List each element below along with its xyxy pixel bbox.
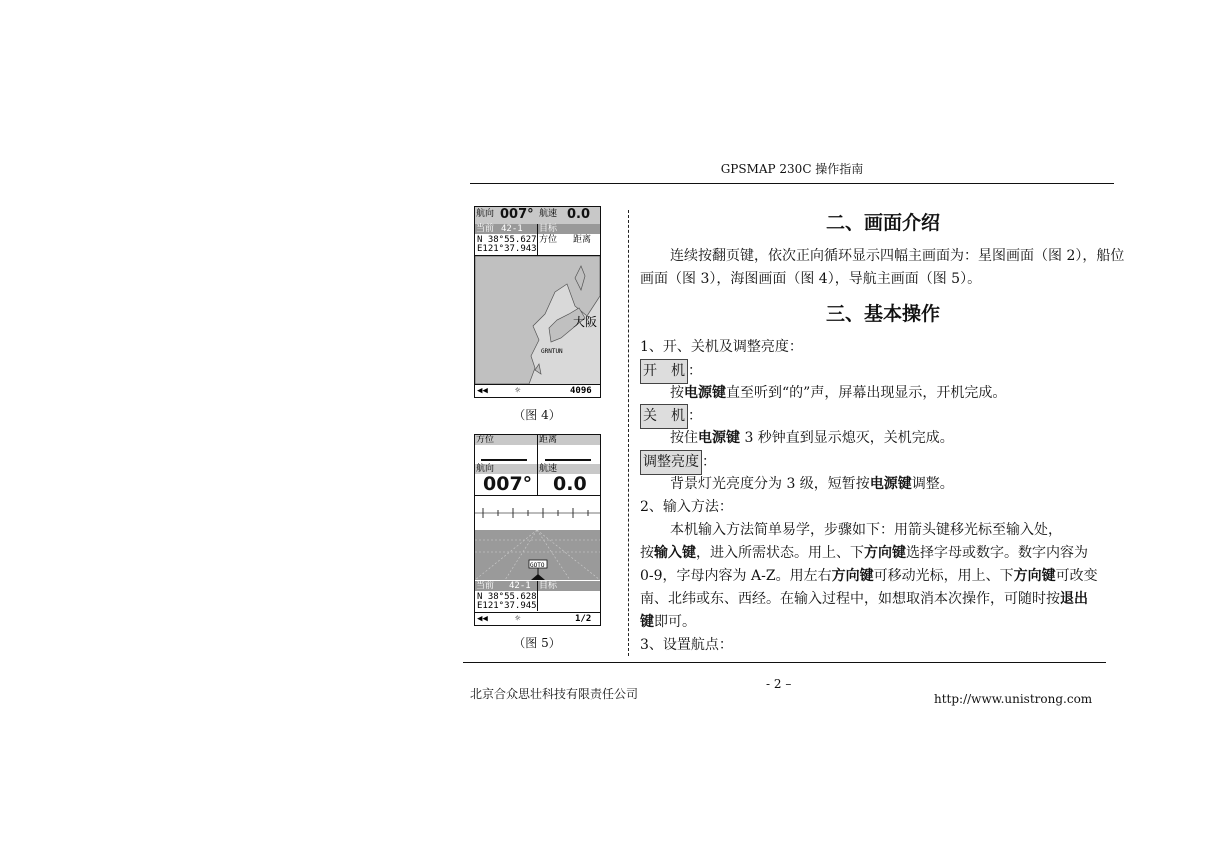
header-rule — [470, 183, 1114, 184]
heading-value: 007° — [483, 473, 533, 495]
input-line-3 — [640, 565, 1128, 588]
distance-label: 距离 — [573, 235, 592, 245]
in4-pre: 南、北纬或东、西经。在输入过程中，如想取消本次操作，可随时按 — [640, 591, 1060, 607]
exit-key-suffix: 键 — [640, 614, 654, 630]
compass-tape — [475, 496, 600, 530]
section-2-paragraph: 连续按翻页键，依次正向循环显示四幅主画面为：星图画面（图 2），船位画面（图 3），海图画面（图 4），导航主画面（图 5）。 — [640, 248, 1125, 287]
power-off-text — [640, 427, 1128, 450]
backlight-icon: ☼ — [515, 614, 521, 624]
in3-pre: 0-9，字母内容为 A-Z。用左右 — [640, 568, 832, 584]
power-key: 电源键 — [698, 430, 740, 446]
map-city-label: 大阪 — [573, 315, 598, 329]
target-label: 目标 — [539, 224, 558, 234]
footer-rule — [463, 662, 1106, 663]
brightness-post: 调整。 — [911, 476, 954, 492]
section-3-title: 三、基本操作 — [825, 303, 940, 325]
page-header-title: GPSMAP 230C 操作指南 — [720, 162, 864, 176]
item-3-heading: 3、设置航点： — [640, 637, 733, 653]
figure-5-screen — [474, 434, 601, 626]
brightness-pre: 背景灯光亮度分为 3 级，短暂按 — [670, 476, 870, 492]
longitude: E121°37.943 — [477, 244, 537, 254]
direction-key: 方向键 — [831, 568, 874, 584]
speed-label: 航速 — [539, 209, 558, 219]
target-label: 目标 — [539, 581, 558, 591]
input-line-4 — [640, 588, 1128, 611]
power-on-label-line: 开 机 ： — [640, 359, 1128, 384]
in3-mid: 可移动光标，用上、下 — [873, 568, 1014, 584]
speed-value: 0.0 — [553, 473, 587, 495]
item-2-heading: 2、输入方法： — [640, 499, 733, 515]
heading-value: 007° — [500, 207, 534, 222]
highway-view — [475, 530, 600, 580]
enter-key: 输入键 — [654, 545, 696, 561]
back-icon: ◀◀ — [477, 386, 488, 396]
direction-key: 方向键 — [864, 545, 906, 561]
input-line-1: 本机输入方法简单易学，步骤如下：用箭头键移光标至输入处， — [670, 522, 1062, 538]
power-off-label: 关 机 — [640, 404, 688, 429]
figure-4-caption: （图 4） — [513, 408, 561, 422]
footer-url[interactable]: http://www.unistrong.com — [934, 692, 1093, 706]
in2-post: 选择字母或数字。数字内容为 — [906, 545, 1088, 561]
power-on-pre: 按 — [670, 385, 684, 401]
figure-5-caption: （图 5） — [513, 636, 561, 650]
brightness-label: 调整亮度 — [640, 450, 702, 475]
power-on-label: 开 机 — [640, 359, 688, 384]
distance-label: 距离 — [539, 435, 558, 445]
column-divider — [628, 210, 629, 656]
power-off-post: 3 秒钟直到显示熄灭，关机完成。 — [740, 430, 954, 446]
in2-mid: ，进入所需状态。用上、下 — [696, 545, 864, 561]
exit-key: 退出 — [1060, 591, 1088, 607]
in5-post: 即可。 — [654, 614, 696, 630]
footer-page-number: - 2 – — [766, 677, 792, 691]
item-1-heading: 1、开、关机及调整亮度： — [640, 339, 803, 355]
bearing-label: 方位 — [476, 435, 495, 445]
power-off-label-line: 关 机 ： — [640, 404, 1128, 429]
power-off-pre: 按住 — [670, 430, 698, 446]
power-key: 电源键 — [684, 385, 726, 401]
power-on-text — [640, 382, 1128, 405]
direction-key: 方向键 — [1013, 568, 1056, 584]
current-label: 当前 — [476, 581, 495, 591]
backlight-icon: ☼ — [515, 386, 521, 396]
speed-label: 航速 — [539, 464, 558, 474]
in2-pre: 按 — [640, 545, 654, 561]
figure-4-screen — [474, 206, 601, 398]
current-value: 42-1 — [501, 224, 523, 234]
map-place-label: GRNTUN — [541, 348, 563, 355]
road-waypoint-tag: GOTO — [530, 562, 545, 569]
brightness-label-line: 调整亮度 ： — [640, 450, 1128, 475]
power-on-post: 直至听到“的”声，屏幕出现显示，开机完成。 — [726, 385, 1007, 401]
power-key: 电源键 — [869, 476, 912, 492]
in3-post: 可改变 — [1055, 568, 1098, 584]
zoom-scale: 4096 — [570, 386, 592, 396]
bearing-label: 方位 — [539, 235, 558, 245]
speed-value: 0.0 — [567, 207, 591, 222]
brightness-text — [640, 473, 1128, 496]
section-2-title: 二、画面介绍 — [825, 212, 940, 234]
input-line-5 — [640, 611, 1128, 634]
footer-company: 北京合众思壮科技有限责任公司 — [470, 687, 639, 701]
heading-label: 航向 — [476, 464, 495, 474]
latitude: N 38°55.627 — [477, 235, 537, 245]
latitude: N 38°55.628 — [477, 592, 537, 602]
page-indicator: 1/2 — [575, 614, 592, 624]
current-label: 当前 — [476, 224, 495, 234]
current-value: 42-1 — [509, 581, 531, 591]
heading-label: 航向 — [476, 209, 495, 219]
longitude: E121°37.945 — [477, 601, 537, 611]
back-icon: ◀◀ — [477, 614, 488, 624]
input-line-2 — [640, 542, 1128, 565]
